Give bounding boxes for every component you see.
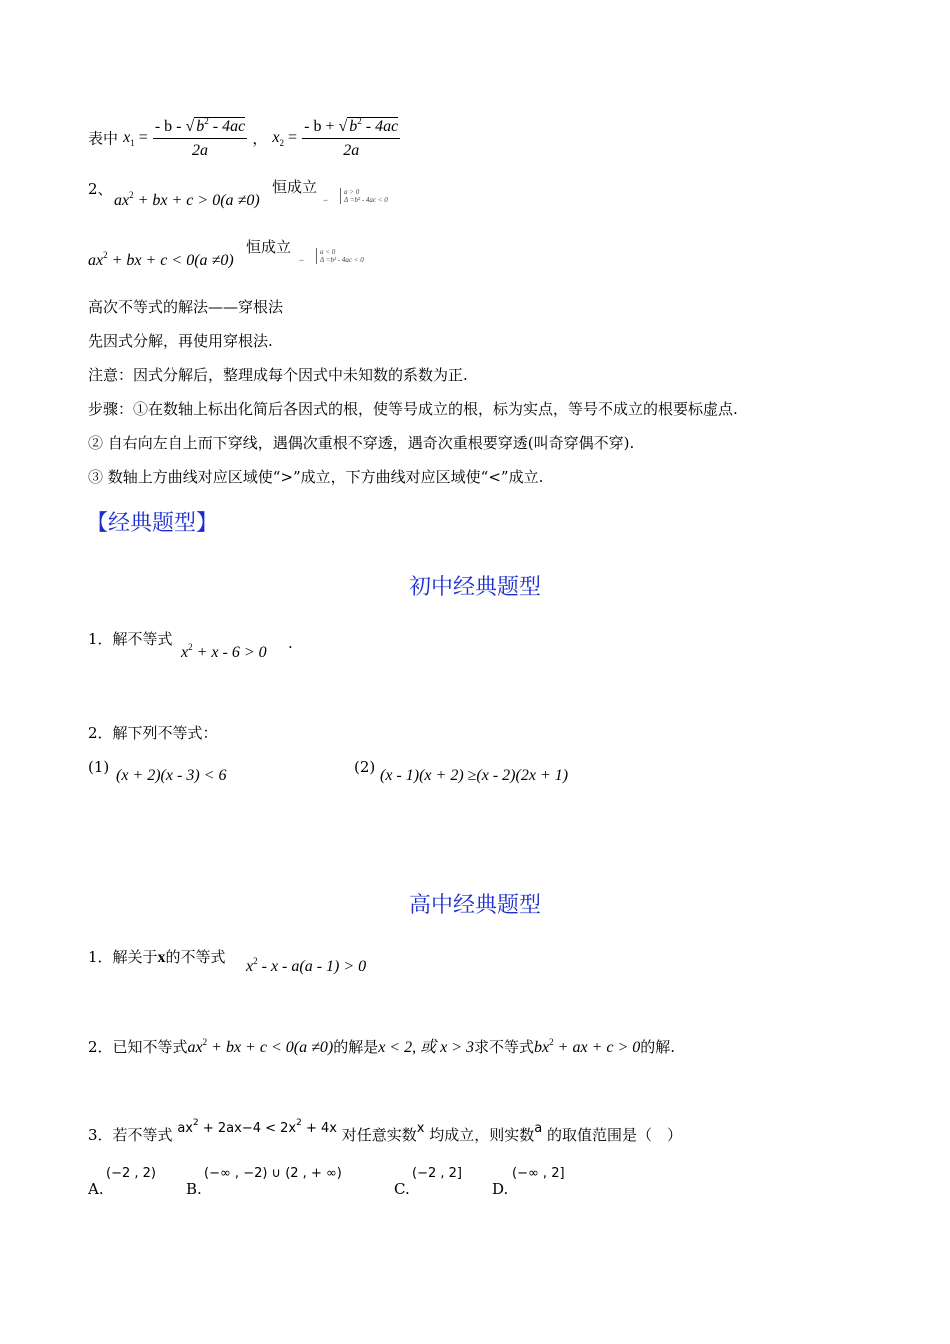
rule2-condition-1: a > 0 Δ =b² - 4ac < 0 — [340, 188, 388, 204]
x1-fraction: $\frac{- b - √ b^2 - 4ac}{2a}$ — [154, 116, 246, 159]
junior-q2-part1-expr: (x + 2)(x - 3) < 6 — [116, 767, 227, 784]
rule2-equiv-arrow-2: ⇔ — [298, 256, 305, 264]
equals-2: = — [288, 129, 298, 146]
x2-fraction: $\frac{- b + √ b^2 - 4ac}{2a}$ — [304, 116, 399, 159]
junior-q1-label: 1．解不等式 — [88, 630, 173, 648]
equals-1: = — [138, 129, 148, 146]
option-d-value: (−∞ , 2] — [512, 1166, 565, 1181]
senior-heading: 高中经典题型 — [408, 893, 541, 918]
senior-q1-expr: $x^2 - x - a(a - 1) > 0$ — [246, 956, 367, 975]
section-title: 【经典题型】 — [86, 511, 219, 536]
rule2-equiv-arrow-1: ⇔ — [322, 196, 329, 204]
senior-q2-expr2: $bx^2$ + ax + c > 0 — [534, 1037, 641, 1056]
method-line-1: 先因式分解，再使用穿根法. — [88, 332, 273, 350]
method-line-2: 注意：因式分解后，整理成每个因式中未知数的系数为正. — [88, 366, 468, 384]
option-d-label: D. — [492, 1180, 509, 1198]
senior-q1: 1．解关于x的不等式 — [88, 948, 226, 966]
senior-q3: 3．若不等式 $ax^2 + 2ax-4 < 2x^2 + 4x$ 对任意实数x 均成立，则实数a 的取值范围是（ ） — [88, 1118, 683, 1144]
option-b-value: (−∞ , −2) ∪ (2 , + ∞) — [204, 1166, 342, 1181]
senior-q2-expr1: $ax^2$ + bx + c < 0(a ≠0) — [187, 1037, 334, 1056]
rule2-expr2: $ax^2$ + bx + c < 0(a ≠0) — [88, 250, 234, 269]
method-line-3: 步骤：①在数轴上标出化简后各因式的根，使等号成立的根，标为实点，等号不成立的根要标虚点. — [88, 400, 738, 418]
formula-comma: ， — [252, 129, 268, 148]
senior-q2: 2．已知不等式$ax^2$ + bx + c < 0(a ≠0)的解是x < 2, 或 x > 3求不等式$bx^2$ + ax + c > 0的解. — [88, 1037, 676, 1056]
senior-q3-expr: $ax^2 + 2ax-4 < 2x^2 + 4x$ — [177, 1118, 337, 1136]
rule2-holds-1: 恒成立 — [272, 178, 318, 196]
formula-prefix: 表中 — [88, 129, 119, 148]
junior-q2-part2-expr: (x - 1)(x + 2) ≥(x - 2)(2x + 1) — [380, 767, 569, 784]
junior-q2-part1-label: (1) — [88, 758, 110, 776]
method-line-5: ③ 数轴上方曲线对应区域使“>”成立，下方曲线对应区域使“<”成立. — [88, 468, 544, 486]
junior-q1-end: . — [288, 634, 293, 652]
method-title: 高次不等式的解法——穿根法 — [88, 298, 284, 316]
method-line-4: ② 自右向左自上而下穿线，遇偶次重根不穿透，遇奇次重根要穿透(叫奇穿偶不穿). — [88, 434, 635, 452]
option-b-label: B. — [186, 1180, 202, 1198]
x1-symbol: $x_1$ — [123, 128, 135, 148]
root-formula-line — [88, 116, 400, 166]
option-c-value: (−2 , 2] — [412, 1166, 462, 1181]
x2-symbol: $x_2$ — [272, 128, 285, 148]
junior-heading: 初中经典题型 — [408, 575, 541, 600]
junior-q2-label: 2．解下列不等式： — [88, 724, 218, 742]
option-c-label: C. — [394, 1180, 410, 1198]
option-a-label: A. — [88, 1180, 104, 1198]
rule2-condition-2: a < 0 Δ =b² - 4ac < 0 — [316, 248, 364, 264]
option-a-value: (−2 , 2) — [106, 1166, 156, 1181]
rule2-label: 2、 — [88, 180, 113, 198]
rule2-expr1: $ax^2$ + bx + c > 0(a ≠0) — [114, 190, 260, 209]
rule2-holds-2: 恒成立 — [246, 238, 292, 256]
junior-q1-expr: $x^2 + x - 6 > 0$ — [181, 642, 267, 661]
junior-q2-part2-label: (2) — [354, 758, 376, 776]
